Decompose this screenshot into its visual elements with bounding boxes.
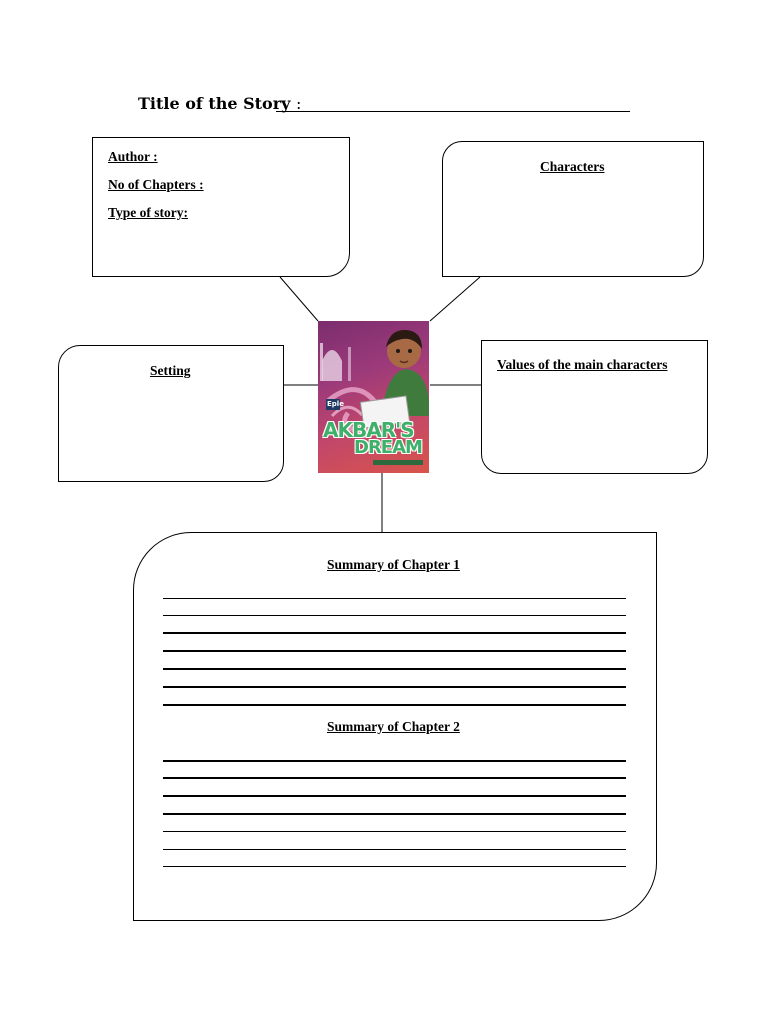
chapter1-summary-label: Summary of Chapter 1 [327, 557, 460, 572]
story-title-text: Title of the Story [138, 94, 291, 113]
connector-characters [430, 277, 480, 321]
chapter1-line[interactable] [163, 686, 626, 688]
chapter1-line[interactable] [163, 632, 626, 634]
chapter2-line[interactable] [163, 795, 626, 797]
author-label: Author : [108, 149, 158, 164]
chapter1-line[interactable] [163, 704, 626, 706]
chapter2-line[interactable] [163, 831, 626, 832]
chapter2-line[interactable] [163, 866, 626, 867]
values-label: Values of the main characters [497, 357, 668, 372]
chapter2-line[interactable] [163, 777, 626, 779]
publisher-badge: Eple [327, 400, 344, 408]
chapter1-line[interactable] [163, 615, 626, 616]
summary-box [133, 532, 657, 921]
author-box [92, 137, 350, 277]
book-title-line1: AKBAR'S [323, 418, 414, 442]
story-type-label: Type of story: [108, 205, 188, 220]
setting-label: Setting [150, 363, 191, 378]
book-cover-image [318, 321, 429, 473]
characters-label: Characters [540, 159, 605, 174]
characters-box [442, 141, 704, 277]
chapter2-line[interactable] [163, 849, 626, 850]
story-title-colon: : [296, 94, 302, 113]
chapter2-line[interactable] [163, 813, 626, 815]
chapter1-line[interactable] [163, 668, 626, 670]
connector-author [280, 277, 318, 321]
values-box [481, 340, 708, 474]
chapter2-summary-label: Summary of Chapter 2 [327, 719, 460, 734]
book-author-strip [373, 460, 423, 465]
book-title-line2: DREAM [354, 437, 422, 458]
chapter1-line[interactable] [163, 598, 626, 599]
chapter2-line[interactable] [163, 760, 626, 762]
chapter1-line[interactable] [163, 650, 626, 652]
setting-box [58, 345, 284, 482]
chapters-label: No of Chapters : [108, 177, 204, 192]
